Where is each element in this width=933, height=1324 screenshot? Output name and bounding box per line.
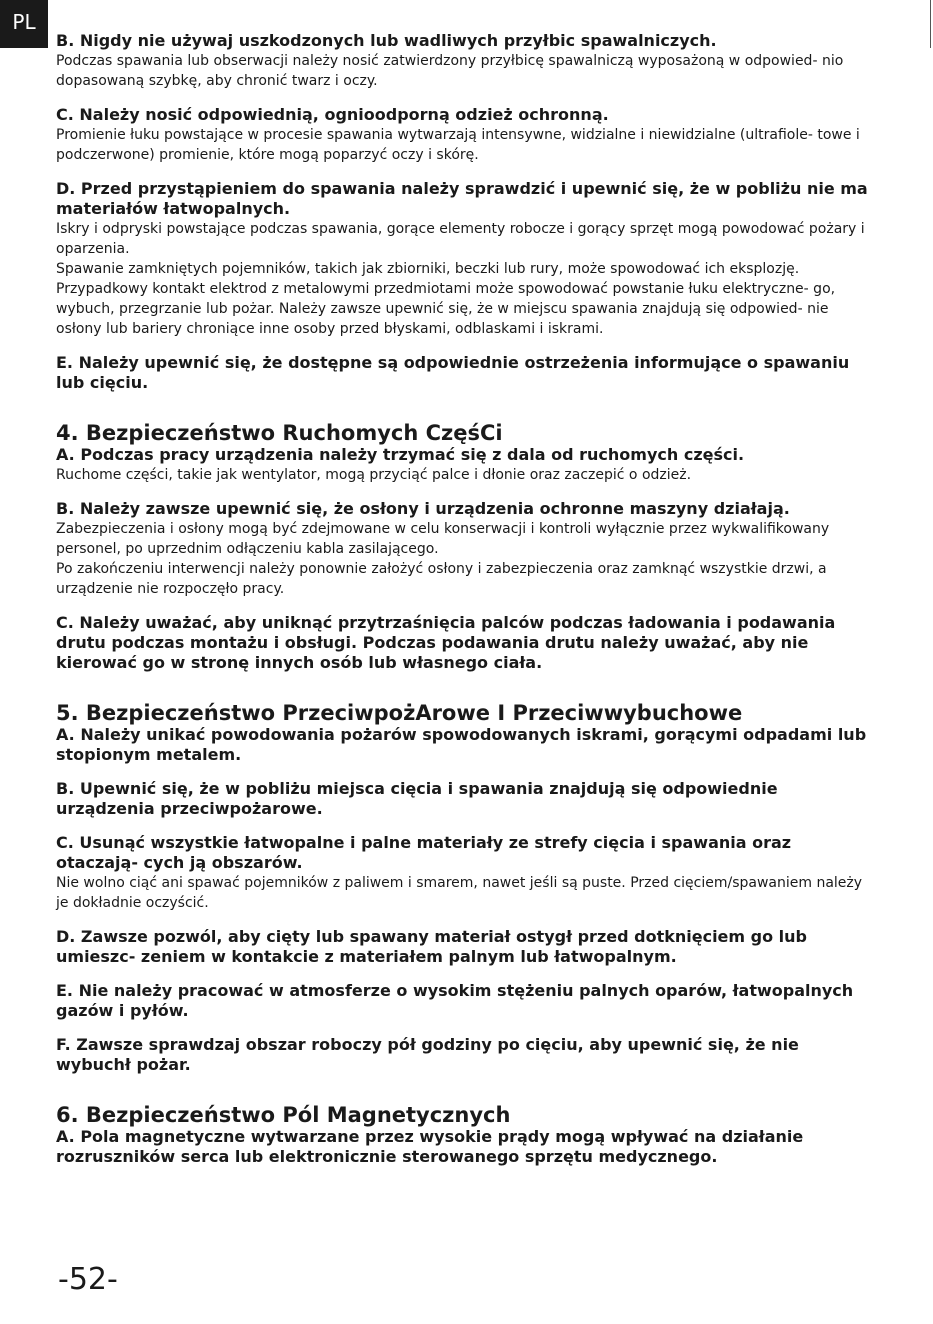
paragraph: Zabezpieczenia i osłony mogą być zdejmowane w celu konserwacji i kontroli wyłącznie przez wykwalifikowany personel, po uprzednim odłączeniu kabla zasilającego. <box>56 521 830 557</box>
page-edge-line <box>930 0 931 48</box>
subsection-heading: B. Nigdy nie używaj uszkodzonych lub wadliwych przyłbic spawalniczych. <box>56 31 717 50</box>
paragraph: Podczas spawania lub obserwacji należy nosić zatwierdzony przyłbicę spawalniczą wyposażoną w odpowied- nio dopasowaną szybkę, aby chronić twarz i oczy. <box>56 53 844 89</box>
spacer <box>56 819 876 833</box>
paragraph: Po zakończeniu interwencji należy ponownie założyć osłony i zabezpieczenia oraz zamknąć wszystkie drzwi, a urządzenie nie rozpoczęło pracy. <box>56 561 827 597</box>
spacer <box>56 485 876 499</box>
spacer <box>56 339 876 353</box>
language-tab: PL <box>0 0 48 48</box>
spacer <box>56 913 876 927</box>
spacer <box>56 1089 876 1103</box>
spacer <box>56 967 876 981</box>
subsection-heading: D. Przed przystąpieniem do spawania należy sprawdzić i upewnić się, że w pobliżu nie ma materiałów łatwopalnych. <box>56 179 868 218</box>
document-body <box>56 31 876 1167</box>
subsection-heading: D. Zawsze pozwól, aby cięty lub spawany materiał ostygł przed dotknięciem go lub umieszc- zeniem w kontakcie z materiałem palnym lub łatwopalnym. <box>56 927 807 966</box>
spacer <box>56 599 876 613</box>
spacer <box>56 407 876 421</box>
subsection-heading: E. Należy upewnić się, że dostępne są odpowiednie ostrzeżenia informujące o spawaniu lub cięciu. <box>56 353 850 392</box>
subsection-heading: C. Należy uważać, aby uniknąć przytrzaśnięcia palców podczas ładowania i podawania drutu podczas montażu i obsługi. Podczas podawania drutu należy uważać, aby nie kierować go w stronę innych osób lub własnego ciała. <box>56 613 836 672</box>
subsection-heading: F. Zawsze sprawdzaj obszar roboczy pół godziny po cięciu, aby upewnić się, że nie wybuchł pożar. <box>56 1035 799 1074</box>
spacer <box>56 165 876 179</box>
subsection-heading: C. Usunąć wszystkie łatwopalne i palne materiały ze strefy cięcia i spawania oraz otaczają- cych ją obszarów. <box>56 833 792 872</box>
paragraph: Iskry i odpryski powstające podczas spawania, gorące elementy robocze i gorący sprzęt mogą powodować pożary i oparzenia. <box>56 221 865 257</box>
subsection-heading: B. Należy zawsze upewnić się, że osłony i urządzenia ochronne maszyny działają. <box>56 499 790 518</box>
paragraph: Przypadkowy kontakt elektrod z metalowymi przedmiotami może spowodować powstanie łuku elektryczne- go, wybuch, przegrzanie lub pożar. Należy zawsze upewnić się, że w miejscu spawania znajdują się odpowied- nie osłony lub bariery chroniące inne osoby przed błyskami, odblaskami i iskrami. <box>56 281 836 337</box>
paragraph: Promienie łuku powstające w procesie spawania wytwarzają intensywne, widzialne i niewidzialne (ultrafiole- towe i podczerwone) promienie, które mogą poparzyć oczy i skórę. <box>56 127 860 163</box>
spacer <box>56 91 876 105</box>
paragraph: Ruchome części, takie jak wentylator, mogą przyciąć palce i dłonie oraz zaczepić o odzież. <box>56 467 692 483</box>
subsection-heading: A. Należy unikać powodowania pożarów spowodowanych iskrami, gorącymi odpadami lub stopionym metalem. <box>56 725 867 764</box>
page-number: -52- <box>58 1262 118 1297</box>
subsection-heading: C. Należy nosić odpowiednią, ognioodporną odzież ochronną. <box>56 105 609 124</box>
section-heading: 6. Bezpieczeństwo Pól Magnetycznych <box>56 1103 511 1127</box>
spacer <box>56 1075 876 1089</box>
section-heading: 5. Bezpieczeństwo PrzeciwpożArowe I Przeciwwybuchowe <box>56 701 743 725</box>
paragraph: Nie wolno ciąć ani spawać pojemników z paliwem i smarem, nawet jeśli są puste. Przed cięciem/spawaniem należy je dokładnie oczyścić. <box>56 875 863 911</box>
spacer <box>56 1021 876 1035</box>
spacer <box>56 765 876 779</box>
spacer <box>56 687 876 701</box>
subsection-heading: A. Pola magnetyczne wytwarzane przez wysokie prądy mogą wpływać na działanie rozruszników serca lub elektronicznie sterowanego sprzętu medycznego. <box>56 1127 804 1166</box>
spacer <box>56 673 876 687</box>
spacer <box>56 393 876 407</box>
subsection-heading: A. Podczas pracy urządzenia należy trzymać się z dala od ruchomych części. <box>56 445 745 464</box>
subsection-heading: B. Upewnić się, że w pobliżu miejsca cięcia i spawania znajdują się odpowiednie urządzenia przeciwpożarowe. <box>56 779 778 818</box>
paragraph: Spawanie zamkniętych pojemników, takich jak zbiorniki, beczki lub rury, może spowodować ich eksplozję. <box>56 261 800 277</box>
subsection-heading: E. Nie należy pracować w atmosferze o wysokim stężeniu palnych oparów, łatwopalnych gazów i pyłów. <box>56 981 854 1020</box>
section-heading: 4. Bezpieczeństwo Ruchomych CzęśCi <box>56 421 503 445</box>
